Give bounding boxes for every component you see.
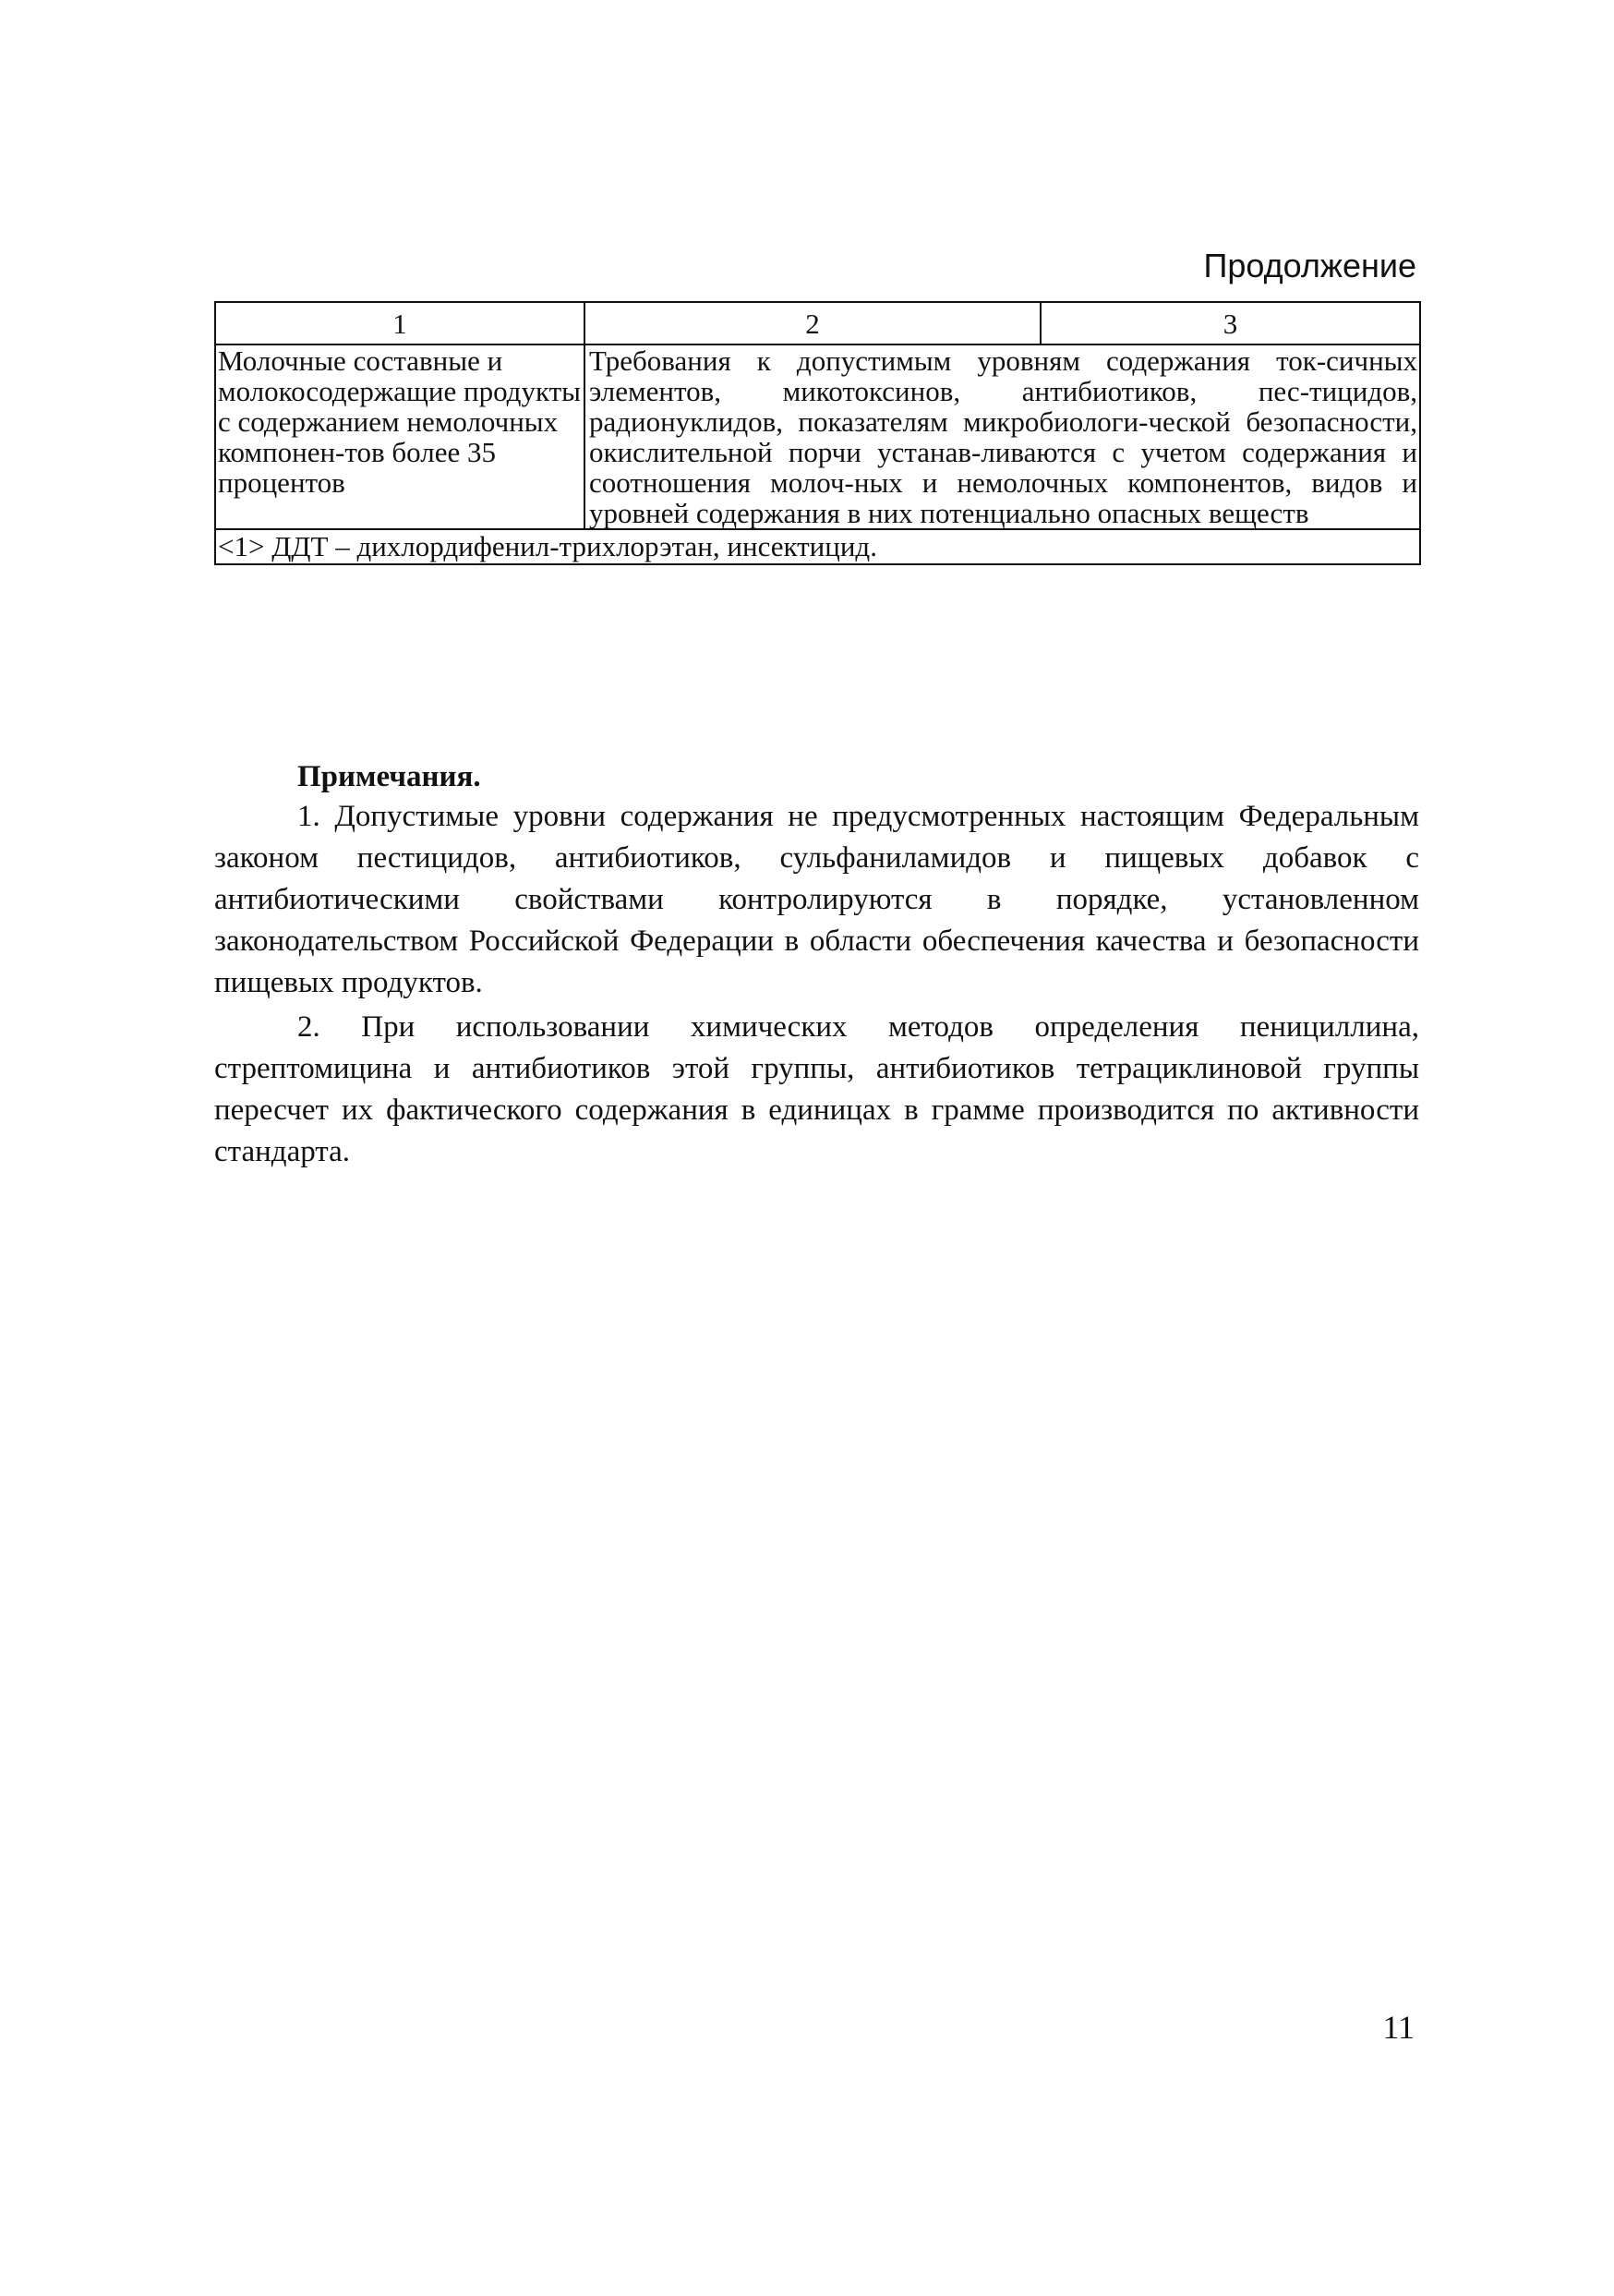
notes-title: Примечания. bbox=[297, 760, 481, 793]
table-row bbox=[215, 344, 1420, 529]
table-header-row bbox=[215, 302, 1420, 344]
header-cell-1: 1 bbox=[215, 302, 584, 344]
requirements-table bbox=[214, 301, 1421, 565]
note-item-1: 1. Допустимые уровни содержания не предусмотренных настоящим Федеральным законом пестицидов, антибиотиков, сульфаниламидов и пищевых добавок с антибиотическими свойствами контролируются в порядке, установленном законодательством Российской Федерации в области обеспечения качества и безопасности пищевых продуктов. bbox=[214, 800, 1419, 999]
page-number: 11 bbox=[1382, 2009, 1415, 2046]
product-cell: Молочные составные и молокосодержащие продукты с содержанием немолочных компонен-тов более 35 процентов bbox=[215, 344, 584, 529]
header-cell-2: 2 bbox=[584, 302, 1041, 344]
header-cell-3: 3 bbox=[1041, 302, 1420, 344]
footnote-cell: <1> ДДТ – дихлордифенил-трихлорэтан, инсектицид. bbox=[215, 529, 1420, 564]
requirements-cell: Требования к допустимым уровням содержания ток-сичных элементов, микотоксинов, антибиотиков, пес-тицидов, радионуклидов, показателям микробиологи-ческой безопасности, окислительной порчи устанав-ливаются с учетом содержания и соотношения молоч-ных и немолочных компонентов, видов и уровней содержания в них потенциально опасных веществ bbox=[584, 344, 1420, 529]
footnote-row bbox=[215, 529, 1420, 564]
note-item-2: 2. При использовании химических методов определения пенициллина, стрептомицина и антибиотиков этой группы, антибиотиков тетрациклиновой группы пересчет их фактического содержания в единицах в грамме производится по активности стандарта. bbox=[214, 1010, 1419, 1168]
continuation-label: Продолжение bbox=[1203, 247, 1416, 284]
